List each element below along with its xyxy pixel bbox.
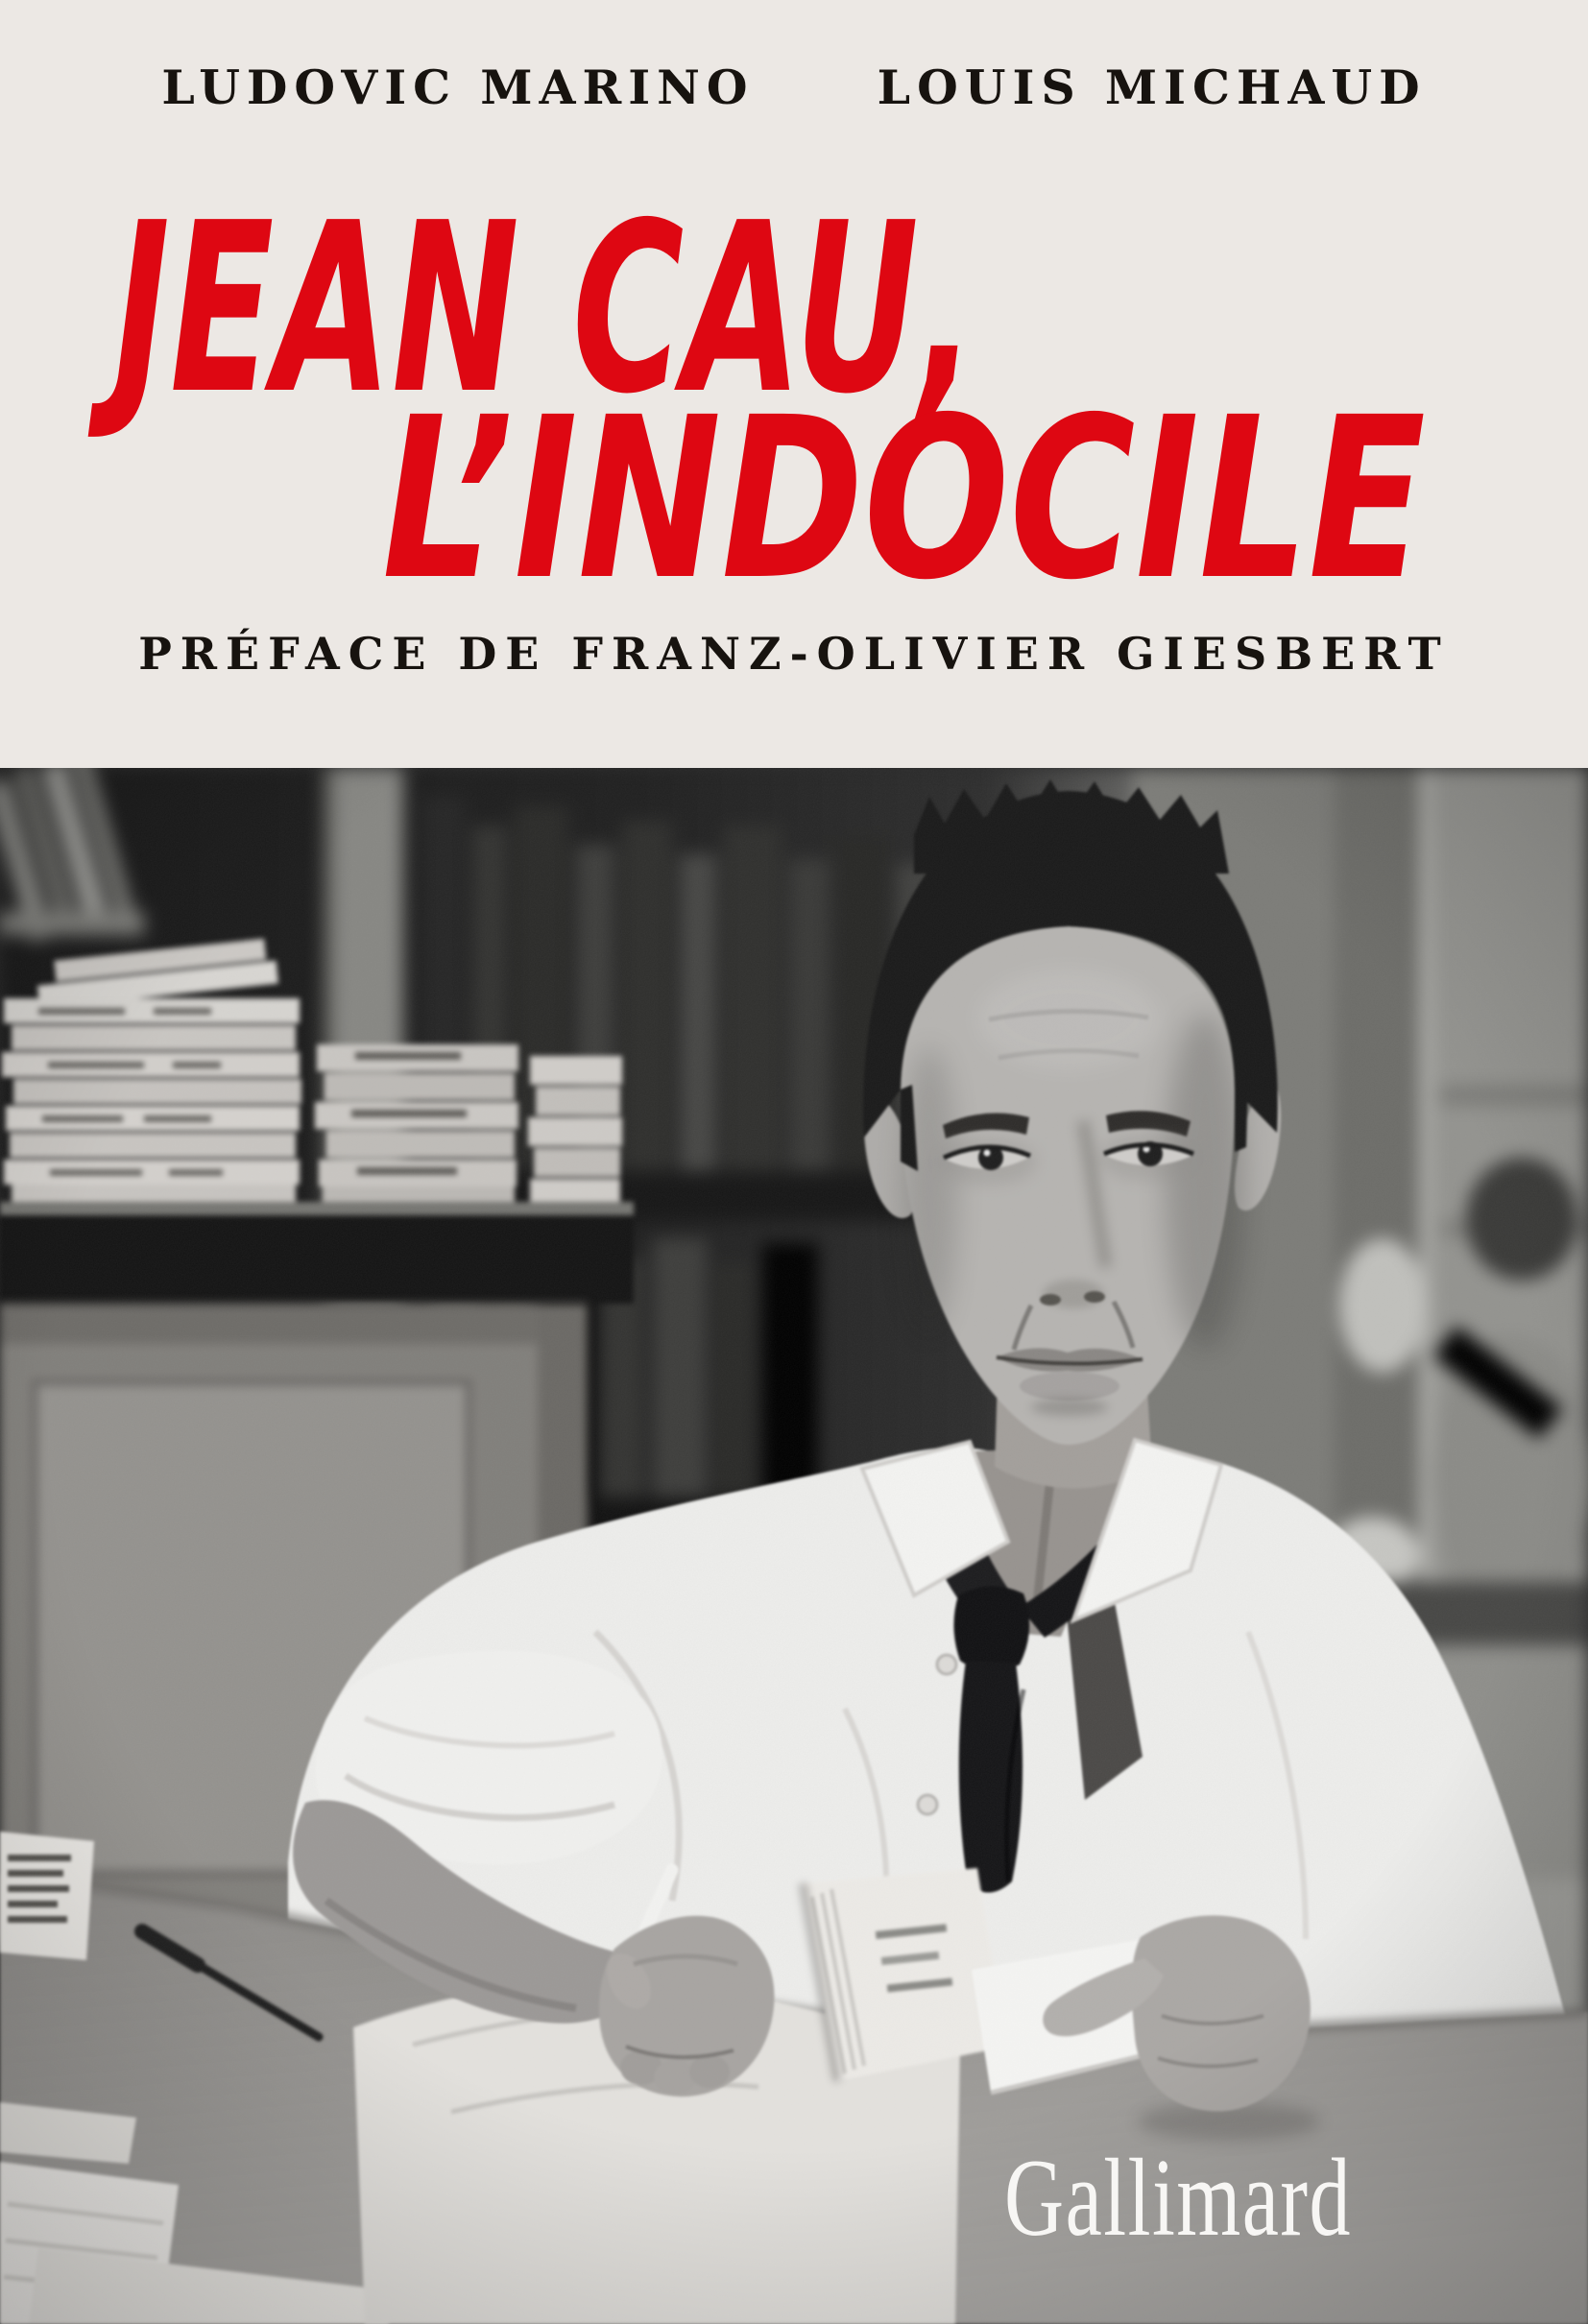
title-line-2: L’INDOCILE [382,370,1426,629]
title-line-1: JEAN CAU, [113,173,977,445]
publisher-logo: Gallimard [1004,2137,1352,2260]
authors-row [0,60,1588,115]
preface-line: PRÉFACE DE FRANZ-OLIVIER GIESBERT [138,628,1450,680]
author-name-2: LOUIS MICHAUD [877,60,1427,115]
cover-photograph [0,768,1588,2324]
vignette [0,768,1588,2324]
author-name-1: LUDOVIC MARINO [161,60,755,115]
cover-header [0,0,1588,768]
